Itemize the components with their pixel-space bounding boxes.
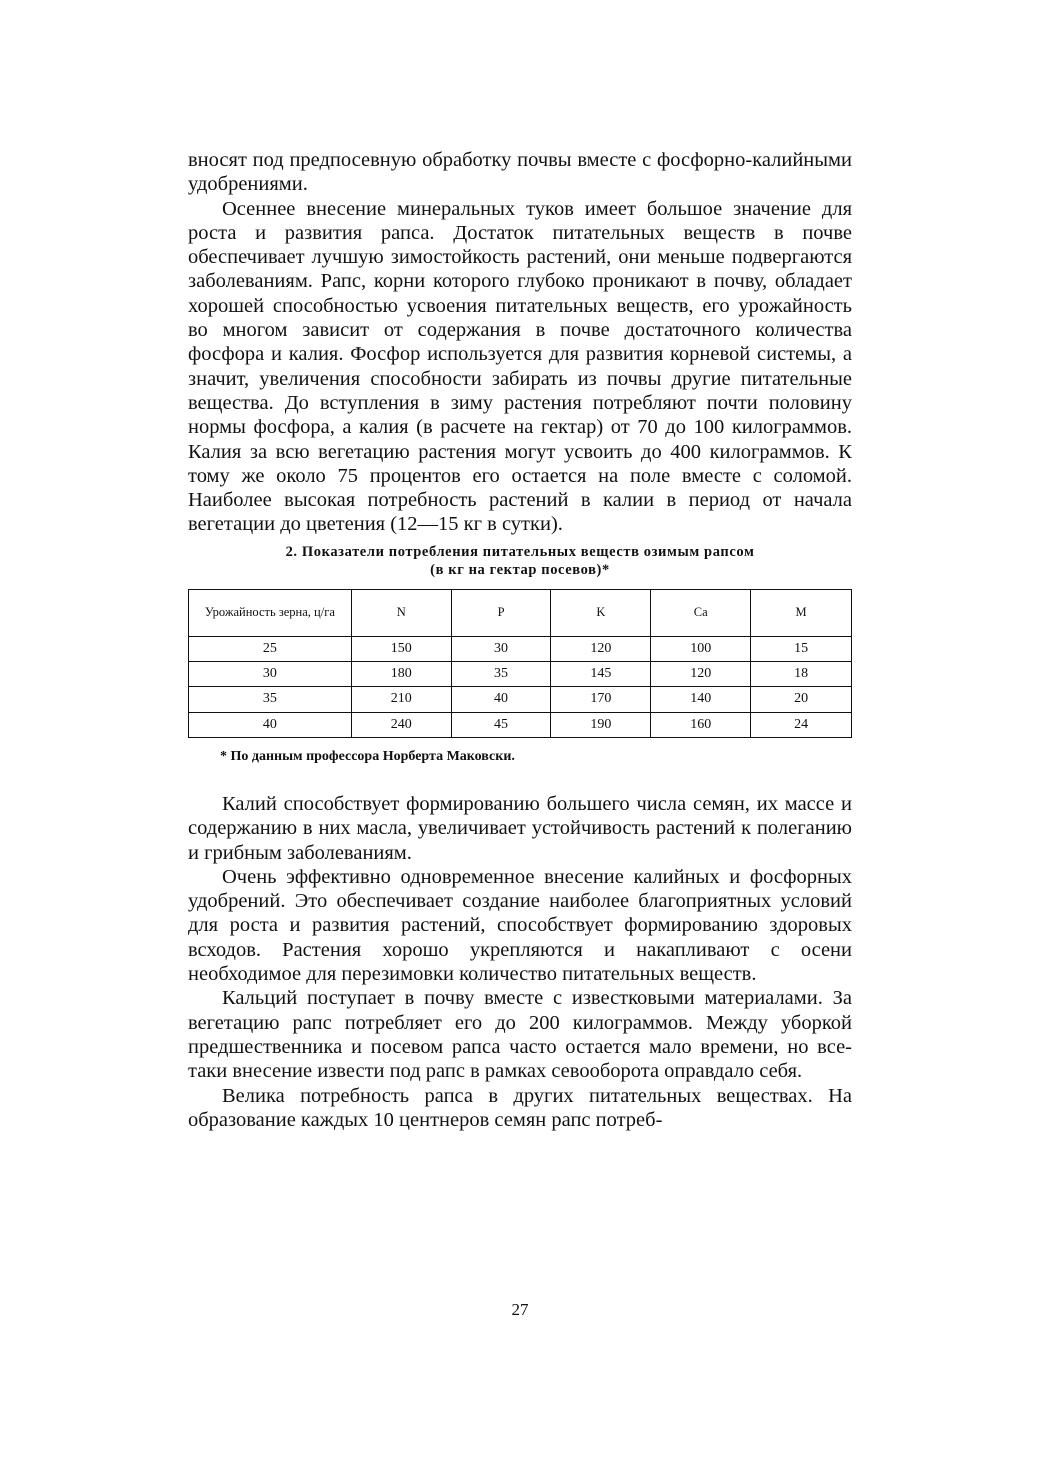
table-cell: 145 (551, 662, 651, 687)
paragraph: Очень эффективно одновременное внесение калийных и фосфорных удобрений. Это обеспечивает создание наиболее благоприятных условий для роста и развития растений, способствует формированию здоровых всходов. Растения хорошо укрепляются и накапливают с осени необходимое для перезимовки количество питательных веществ. (188, 865, 852, 986)
header-k: K (551, 589, 651, 636)
table-cell: 120 (651, 662, 751, 687)
table-cell: 18 (751, 662, 852, 687)
table-cell: 140 (651, 687, 751, 712)
table-cell: 45 (451, 712, 551, 737)
table-row (189, 662, 852, 687)
table-cell: 35 (451, 662, 551, 687)
table-row (189, 687, 852, 712)
table-cell: 24 (751, 712, 852, 737)
paragraph: вносят под предпосевную обработку почвы вместе с фосфорно-калийными удобрениями. (188, 149, 852, 196)
header-m: M (751, 589, 852, 636)
table-cell: 15 (751, 636, 852, 661)
table-caption-units: (в кг на гектар посевов)* (430, 561, 610, 578)
paragraph: Осеннее внесение минеральных туков имеет большое значение для роста и развития рапса. Достаток питательных веществ в почве обеспечивает лучшую зимостойкость растений, они меньше подвергаются заболеваниям. Рапс, корни которого глубоко проникают в почву, обладает хорошей способностью усвоения питательных веществ, его урожайность во многом зависит от содержания в почве достаточного количества фосфора и калия. Фосфор используется для развития корневой системы, а значит, увеличения способности забирать из почвы другие питательные вещества. До вступления в зиму растения потребляют почти половину нормы фосфора, а калия (в расчете на гектар) от 70 до 100 килограммов. Калия за всю вегетацию растения могут усвоить до 400 килограммов. К тому же около 75 процентов его остается на поле вместе с соломой. Наиболее высокая потребность растений в калии в период от начала вегетации до цветения (12—15 кг в сутки). (188, 197, 852, 536)
table-cell: 240 (351, 712, 451, 737)
table-cell: 40 (451, 687, 551, 712)
table-cell: 210 (351, 687, 451, 712)
table-cell: 100 (651, 636, 751, 661)
table-row (189, 712, 852, 737)
header-p: P (451, 589, 551, 636)
table-row (189, 636, 852, 661)
table-cell: 150 (351, 636, 451, 661)
table-cell: 20 (751, 687, 852, 712)
table-cell: 35 (189, 687, 352, 712)
page-number: 27 (511, 1300, 529, 1319)
page-content (188, 148, 852, 1132)
table-cell: 30 (189, 662, 352, 687)
table-caption (188, 543, 852, 579)
header-yield: Урожайность зерна, ц/га (189, 589, 352, 636)
table-cell: 40 (189, 712, 352, 737)
body-text-bottom (188, 792, 852, 1132)
paragraph: Кальций поступает в почву вместе с известковыми материалами. За вегетацию рапс потребляет его до 200 килограммов. Между уборкой предшественника и посевом рапса часто остается мало времени, но все-таки внесение извести под рапс в рамках севооборота оправдало себя. (188, 987, 852, 1083)
header-ca: Ca (651, 589, 751, 636)
paragraph: Велика потребность рапса в других питательных веществах. На образование каждых 10 центнеров семян рапс потреб- (188, 1084, 852, 1131)
table-cell: 190 (551, 712, 651, 737)
table-caption-title: 2. Показатели потребления питательных веществ озимым рапсом (285, 543, 755, 560)
table-header-row (189, 589, 852, 636)
table-cell: 170 (551, 687, 651, 712)
table-cell: 180 (351, 662, 451, 687)
nutrient-table (188, 589, 852, 738)
table-cell: 160 (651, 712, 751, 737)
header-n: N (351, 589, 451, 636)
table-footnote: * По данным профессора Норберта Маковски. (220, 748, 515, 764)
table-cell: 120 (551, 636, 651, 661)
table-cell: 30 (451, 636, 551, 661)
paragraph: Калий способствует формированию большего числа семян, их массе и содержанию в них масла, увеличивает устойчивость растений к полеганию и грибным заболеваниям. (188, 792, 852, 864)
table-cell: 25 (189, 636, 352, 661)
